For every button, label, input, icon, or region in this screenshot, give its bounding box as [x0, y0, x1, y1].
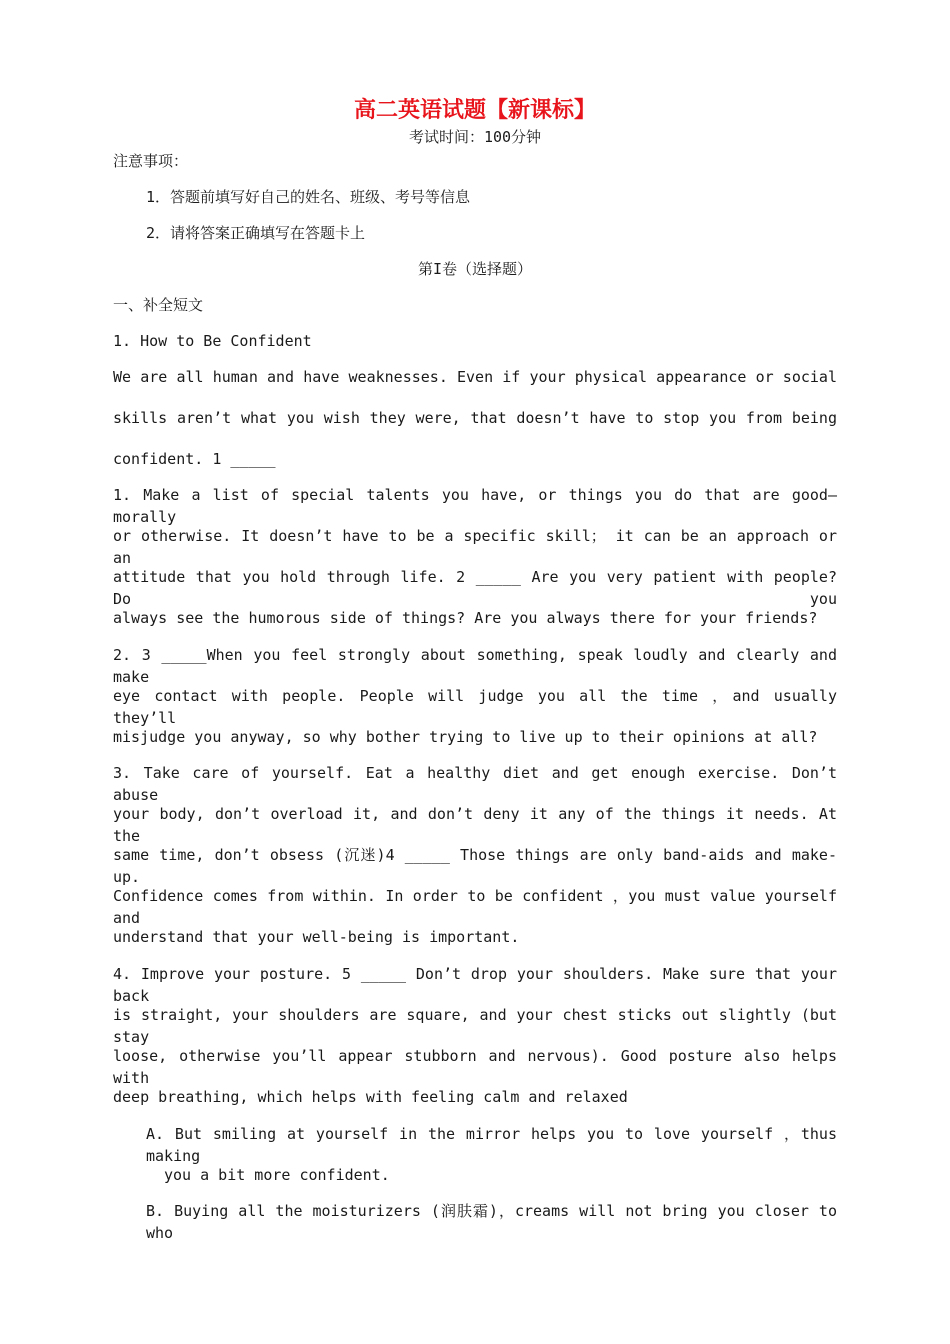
document-title: 高二英语试题【新课标】: [353, 98, 596, 123]
passage-line: Confidence comes from within. In order to be confident ，you must value yourself and: [113, 887, 837, 927]
passage-line: always see the humorous side of things? Are you always there for your friends?: [113, 609, 818, 627]
passage-line: same time, don’t obsess (沉迷)4 _____ Those things are only band-aids and make-up.: [113, 846, 837, 886]
passage-line: attitude that you hold through life. 2 _____ Are you very patient with people? Do you: [113, 568, 837, 608]
passage-line: deep breathing, which helps with feeling calm and relaxed: [113, 1088, 628, 1106]
question-title: 1. How to Be Confident: [113, 332, 312, 350]
passage-line: misjudge you anyway, so why bother trying to live up to their opinions at all?: [113, 728, 818, 746]
passage-line: 1. Make a list of special talents you have, or things you do that are good—morally: [113, 486, 837, 526]
notice-item: 2．请将答案正确填写在答题卡上: [146, 224, 366, 242]
passage-line: We are all human and have weaknesses. Even if your physical appearance or social: [113, 368, 837, 386]
passage-line: understand that your well-being is important.: [113, 928, 520, 946]
notice-heading: 注意事项：: [113, 152, 189, 170]
passage-line: loose, otherwise you’ll appear stubborn and nervous). Good posture also helps with: [113, 1047, 837, 1087]
passage-line: eye contact with people. People will judge you all the time ，and usually they’ll: [113, 687, 837, 727]
part-title: 第I卷（选择题）: [417, 260, 533, 278]
passage-line: your body, don’t overload it, and don’t deny it any of the things it needs. At the: [113, 805, 837, 845]
section-heading: 一、补全短文: [113, 296, 204, 314]
option-a: A. But smiling at yourself in the mirror helps you to love yourself ，thus making: [146, 1125, 837, 1165]
passage-line: or otherwise. It doesn’t have to be a specific skill； it can be an approach or an: [113, 527, 837, 567]
option-b: B. Buying all the moisturizers (润肤霜)，creams will not bring you closer to who: [146, 1202, 837, 1242]
passage-line: is straight, your shoulders are square, and your chest sticks out slightly (but stay: [113, 1006, 837, 1046]
passage-line: confident. 1 _____: [113, 450, 276, 468]
passage-line: skills aren’t what you wish they were, that doesn’t have to stop you from being: [113, 409, 837, 427]
passage-line: 2. 3 _____When you feel strongly about something, speak loudly and clearly and make: [113, 646, 837, 686]
option-a-continued: you a bit more confident.: [164, 1166, 390, 1184]
passage-line: 3. Take care of yourself. Eat a healthy diet and get enough exercise. Don’t abuse: [113, 764, 837, 804]
passage-line: 4. Improve your posture. 5 _____ Don’t drop your shoulders. Make sure that your back: [113, 965, 837, 1005]
exam-time: 考试时间：100分钟: [408, 128, 542, 146]
notice-item: 1．答题前填写好自己的姓名、班级、考号等信息: [146, 188, 471, 206]
